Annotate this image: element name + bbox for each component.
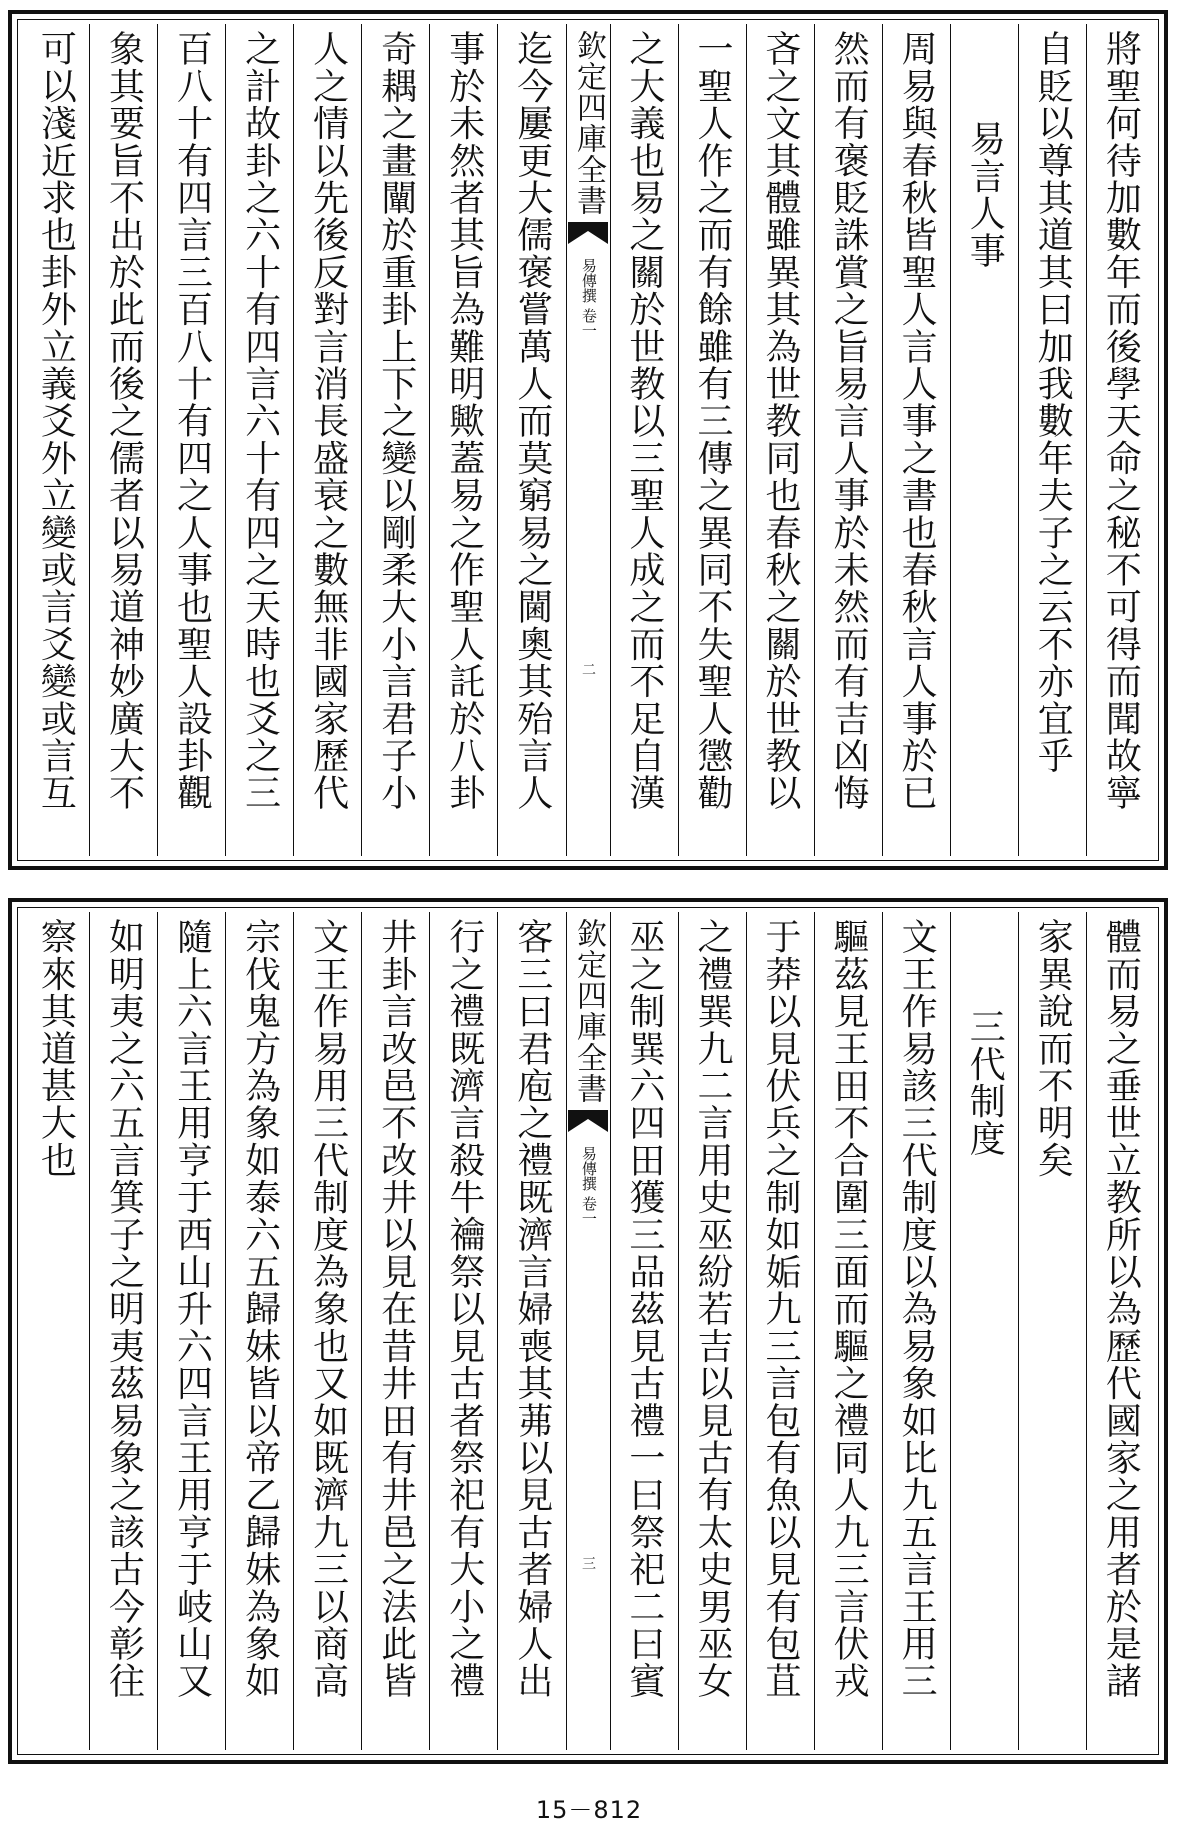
text-column xyxy=(746,24,814,856)
text-column xyxy=(361,912,429,1750)
section-heading-column xyxy=(950,912,1018,1750)
bottom-page-columns xyxy=(22,912,1154,1750)
text-column xyxy=(429,24,497,856)
text-column xyxy=(225,912,293,1750)
text-column xyxy=(882,912,950,1750)
text-column xyxy=(225,24,293,856)
column-text: 驅茲見王田不合圍三面而驅之禮同人九三言伏戎 xyxy=(828,918,870,1700)
book-title: 欽定四庫全書 xyxy=(571,30,606,216)
text-column xyxy=(22,912,89,1750)
section-heading: 易言人事 xyxy=(964,120,1006,269)
text-column xyxy=(678,912,746,1750)
column-text: 奇耦之畫闡於重卦上下之變以剛柔大小言君子小 xyxy=(375,30,417,812)
text-column xyxy=(293,912,361,1750)
column-text: 之大義也易之關於世教以三聖人成之而不足自漢 xyxy=(623,30,665,812)
column-text: 自貶以尊其道其曰加我數年夫子之云不亦宜乎 xyxy=(1032,30,1074,774)
text-column xyxy=(814,912,882,1750)
text-column xyxy=(293,24,361,856)
volume-label: 易傳撰 卷一 xyxy=(579,258,598,338)
column-text: 將聖何待加數年而後學天命之秘不可得而聞故寧 xyxy=(1100,30,1142,812)
text-column xyxy=(1018,24,1086,856)
center-fold-column xyxy=(566,24,610,856)
column-text: 井卦言改邑不改井以見在昔井田有井邑之法此皆 xyxy=(375,918,417,1700)
column-text: 體而易之垂世立教所以為歷代國家之用者於是諸 xyxy=(1100,918,1142,1700)
section-heading-column xyxy=(950,24,1018,856)
text-column xyxy=(814,24,882,856)
bottom-page-frame xyxy=(8,898,1168,1764)
column-text: 人之情以先後反對言消長盛衰之數無非國家歷代 xyxy=(307,30,349,812)
section-heading: 三代制度 xyxy=(964,1008,1006,1157)
fishtail-mark-icon xyxy=(568,1110,608,1132)
text-column xyxy=(89,912,157,1750)
column-text: 行之禮既濟言殺牛禴祭以見古者祭祀有大小之禮 xyxy=(443,918,485,1700)
column-text: 宗伐鬼方為象如泰六五歸妹皆以帝乙歸妹為象如 xyxy=(239,918,281,1700)
text-column xyxy=(1086,912,1154,1750)
text-column xyxy=(497,912,565,1750)
column-text: 于莽以見伏兵之制如姤九三言包有魚以見有包苴 xyxy=(760,918,802,1700)
column-text: 之計故卦之六十有四言六十有四之天時也爻之三 xyxy=(239,30,281,812)
folio-number: 三 xyxy=(580,1556,596,1570)
text-column xyxy=(497,24,565,856)
text-column xyxy=(1018,912,1086,1750)
text-column xyxy=(157,24,225,856)
fishtail-mark-icon xyxy=(568,222,608,244)
text-column xyxy=(882,24,950,856)
column-text: 如明夷之六五言箕子之明夷茲易象之該古今彰往 xyxy=(103,918,145,1700)
column-text: 文王作易用三代制度為象也又如既濟九三以商高 xyxy=(307,918,349,1700)
column-text: 迄今屢更大儒褒嘗萬人而莫窮易之閫奧其殆言人 xyxy=(511,30,553,812)
text-column xyxy=(610,912,678,1750)
column-text: 文王作易該三代制度以為易象如比九五言王用三 xyxy=(896,918,938,1700)
column-text: 然而有褒貶誅賞之旨易言人事於未然而有吉凶悔 xyxy=(828,30,870,812)
text-column xyxy=(1086,24,1154,856)
text-column xyxy=(429,912,497,1750)
column-text: 之禮巽九二言用史巫紛若吉以見古有太史男巫女 xyxy=(691,918,733,1700)
column-text: 察來其道甚大也 xyxy=(35,918,77,1179)
column-text: 百八十有四言三百八十有四之人事也聖人設卦觀 xyxy=(171,30,213,812)
book-title: 欽定四庫全書 xyxy=(571,918,606,1104)
top-page-columns xyxy=(22,24,1154,856)
text-column xyxy=(22,24,89,856)
column-text: 一聖人作之而有餘雖有三傳之異同不失聖人懲勸 xyxy=(691,30,733,812)
center-fold-column xyxy=(566,912,610,1750)
text-column xyxy=(361,24,429,856)
column-text: 隨上六言王用亨于西山升六四言王用亨于岐山又 xyxy=(171,918,213,1700)
text-column xyxy=(678,24,746,856)
column-text: 家異說而不明矣 xyxy=(1032,918,1074,1179)
text-column xyxy=(157,912,225,1750)
column-text: 客三曰君庖之禮既濟言婦喪其茀以見古者婦人出 xyxy=(511,918,553,1700)
text-column xyxy=(89,24,157,856)
column-text: 事於未然者其旨為難明歟蓋易之作聖人託於八卦 xyxy=(443,30,485,812)
top-page-frame xyxy=(8,10,1168,870)
column-text: 周易與春秋皆聖人言人事之書也春秋言人事於已 xyxy=(896,30,938,812)
column-text: 吝之文其體雖異其為世教同也春秋之關於世教以 xyxy=(760,30,802,812)
column-text: 巫之制巽六四田獲三品茲見古禮一曰祭祀二曰賓 xyxy=(623,918,665,1700)
column-text: 象其要旨不出於此而後之儒者以易道神妙廣大不 xyxy=(103,30,145,812)
folio-number: 二 xyxy=(580,662,596,676)
page-reference: 15－812 xyxy=(535,1796,643,1824)
column-text: 可以淺近求也卦外立義爻外立變或言爻變或言互 xyxy=(35,30,77,812)
text-column xyxy=(746,912,814,1750)
text-column xyxy=(610,24,678,856)
volume-label: 易傳撰 卷一 xyxy=(579,1146,598,1226)
